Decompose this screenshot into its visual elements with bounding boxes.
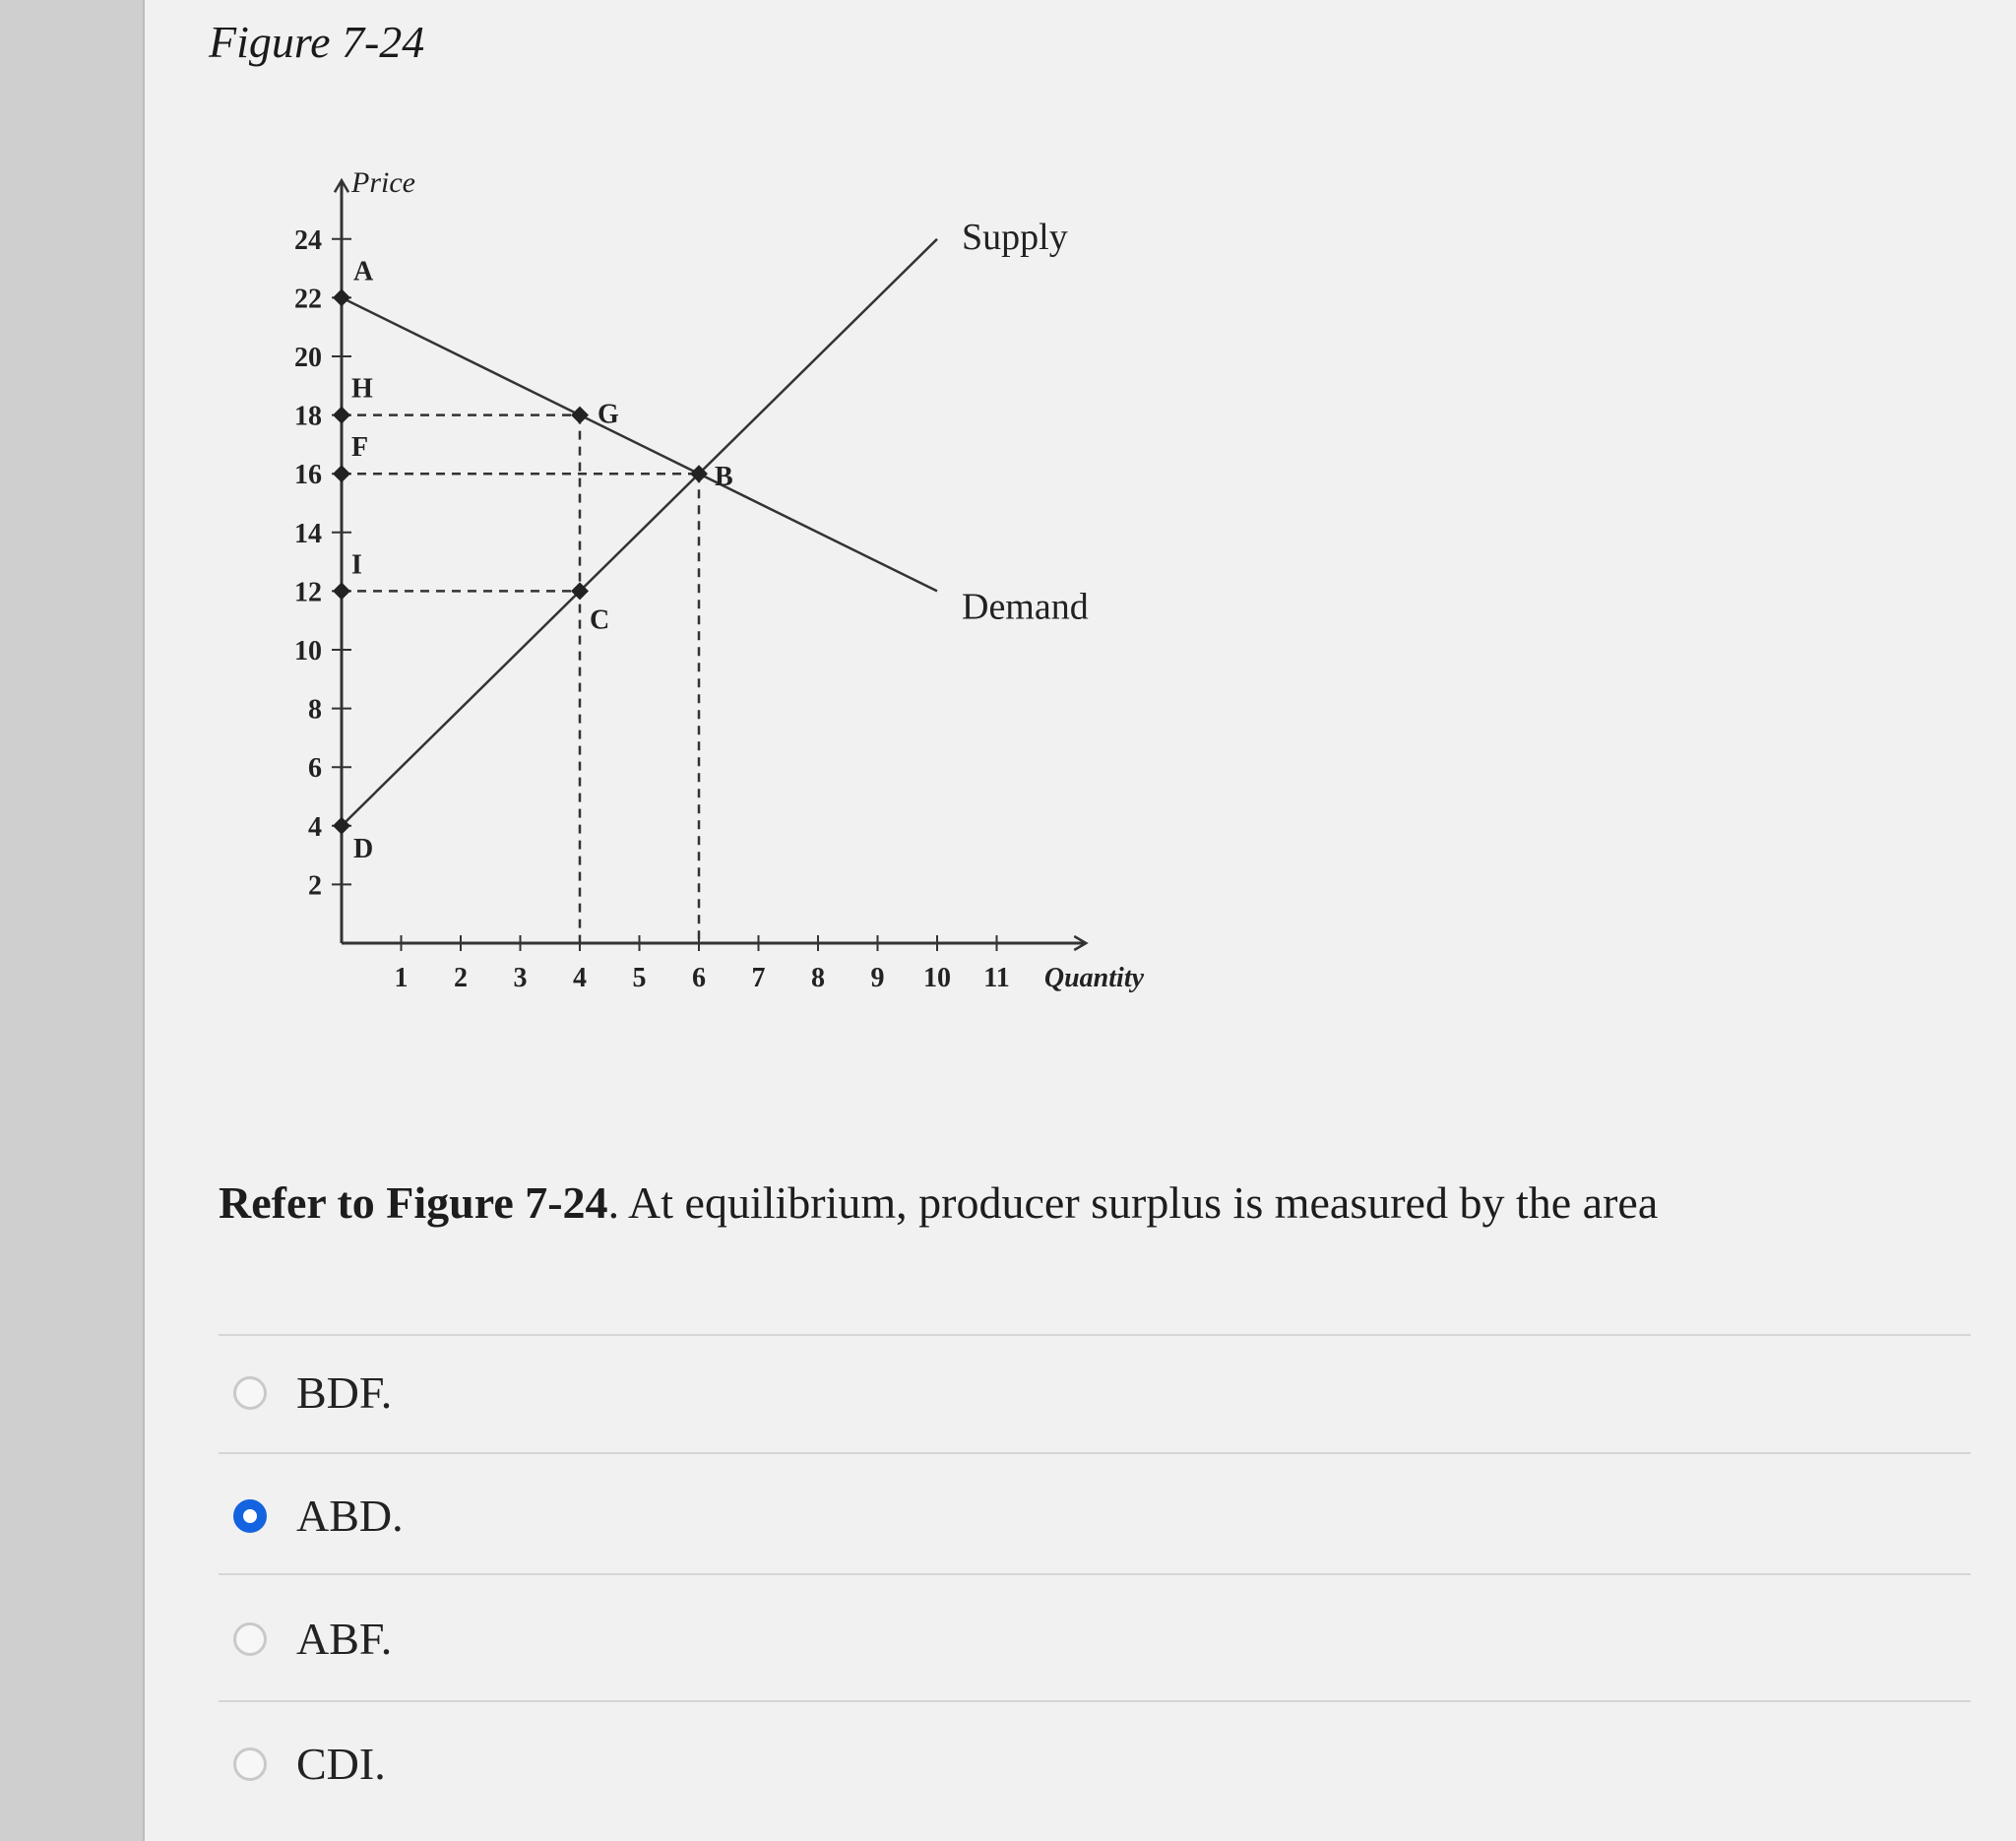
y-tick-label: 20	[294, 343, 322, 373]
y-tick-label: 2	[308, 870, 322, 902]
divider	[219, 1573, 1971, 1575]
y-tick-label: 22	[294, 284, 322, 315]
x-tick-label: 3	[513, 963, 528, 993]
point-label: F	[351, 432, 369, 464]
y-tick-label: 24	[294, 224, 322, 256]
y-tick-label: 8	[308, 694, 322, 726]
x-tick-label: 5	[632, 963, 647, 993]
x-tick-label: 8	[811, 963, 825, 993]
point-label: H	[351, 373, 373, 405]
point-label: B	[715, 462, 733, 493]
question-reference: Refer to Figure 7-24	[219, 1177, 608, 1228]
x-tick-label: 6	[692, 963, 706, 993]
x-tick-label: 7	[751, 963, 766, 993]
y-tick-label: 6	[308, 753, 322, 785]
y-axis-label: Price	[351, 166, 415, 200]
option-abf[interactable]	[233, 1613, 392, 1665]
radio-button[interactable]	[233, 1622, 267, 1656]
y-tick-label: 18	[294, 401, 322, 432]
divider	[219, 1452, 1971, 1454]
option-label: ABF.	[296, 1614, 393, 1664]
figure-title: Figure 7-24	[209, 17, 425, 67]
option-cdi[interactable]	[233, 1738, 386, 1790]
point-label: G	[598, 399, 619, 430]
x-tick-label: 4	[573, 963, 587, 993]
option-label: CDI.	[296, 1739, 386, 1789]
question-text	[219, 1176, 1658, 1229]
option-label: BDF.	[296, 1367, 393, 1418]
radio-button[interactable]	[233, 1376, 267, 1410]
point-label: C	[590, 604, 610, 636]
y-tick-label: 14	[294, 518, 322, 549]
point-marker	[571, 407, 589, 424]
point-marker	[333, 582, 350, 600]
demand-curve	[342, 297, 937, 591]
x-tick-label: 10	[923, 963, 951, 993]
divider	[219, 1700, 1971, 1702]
question-panel	[143, 0, 2016, 1841]
supply-demand-chart	[204, 118, 1188, 1024]
y-tick-label: 12	[294, 577, 322, 608]
point-label: I	[351, 549, 362, 581]
radio-button-selected[interactable]	[233, 1499, 267, 1533]
demand-label: Demand	[962, 586, 1089, 628]
option-bdf[interactable]	[233, 1366, 392, 1419]
x-tick-label: 11	[983, 963, 1010, 993]
x-tick-label: 1	[394, 963, 409, 993]
point-marker	[333, 288, 350, 306]
y-tick-label: 10	[294, 636, 322, 667]
option-abd[interactable]	[233, 1490, 404, 1542]
supply-curve	[342, 239, 937, 826]
radio-button[interactable]	[233, 1747, 267, 1781]
point-label: D	[353, 833, 374, 864]
y-tick-label: 16	[294, 460, 322, 491]
point-marker	[333, 407, 350, 424]
x-axis-label: Quantity	[1043, 963, 1145, 993]
supply-label: Supply	[962, 216, 1068, 258]
point-label: A	[353, 256, 374, 287]
point-marker	[333, 465, 350, 482]
question-body: . At equilibrium, producer surplus is measured by the area	[607, 1177, 1659, 1228]
option-label: ABD.	[296, 1491, 404, 1541]
x-tick-label: 2	[454, 963, 468, 993]
divider	[219, 1334, 1971, 1336]
x-tick-label: 9	[870, 963, 885, 993]
y-tick-label: 4	[308, 811, 322, 843]
